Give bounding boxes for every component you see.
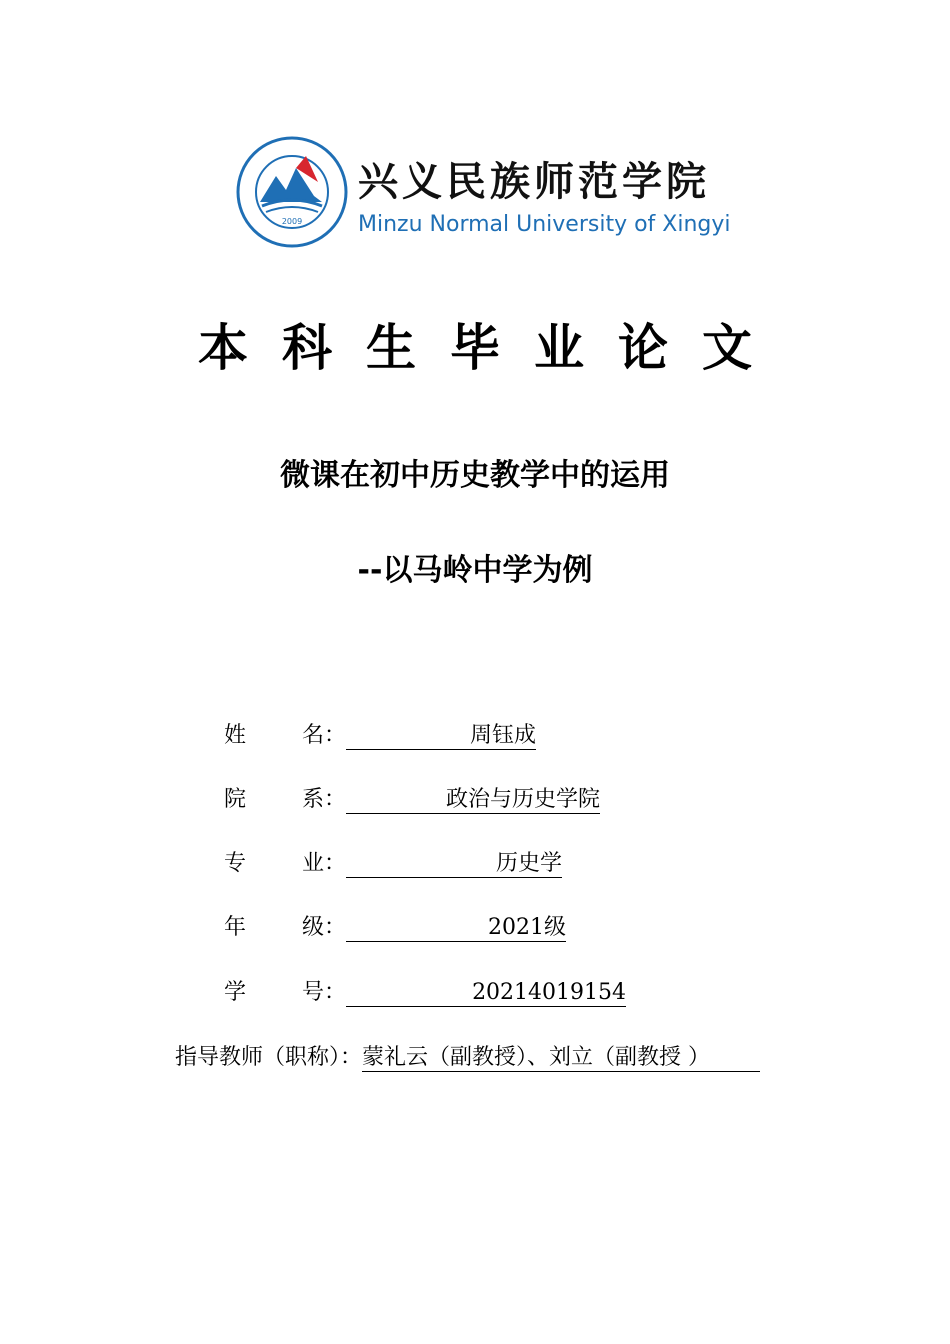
info-label-a: 姓 <box>224 723 247 748</box>
info-label-b: 业 <box>302 851 325 876</box>
student-id-value: 20214019154 <box>346 980 626 1007</box>
info-row-name: 姓 名 ： 周钰成 <box>224 718 536 750</box>
info-row-department: 院 系 ： 政治与历史学院 <box>224 782 600 814</box>
major-value: 历史学 <box>346 851 562 878</box>
info-label-b: 系 <box>302 787 325 812</box>
info-label-b: 号 <box>302 980 325 1005</box>
info-row-grade: 年 级 ： 2021级 <box>224 910 566 942</box>
thesis-subtitle: --以马岭中学为例 <box>357 553 593 588</box>
info-label-a: 专 <box>224 851 247 876</box>
university-name-en: Minzu Normal University of Xingyi <box>358 212 731 237</box>
advisor-row <box>175 1040 760 1072</box>
info-label-b: 名 <box>302 723 325 748</box>
info-label-a: 学 <box>224 980 247 1005</box>
info-label-b: 级 <box>302 915 325 940</box>
student-name-value: 周钰成 <box>346 723 536 750</box>
university-logo <box>236 136 766 251</box>
grade-value: 2021级 <box>346 915 566 942</box>
department-value: 政治与历史学院 <box>346 787 600 814</box>
university-name-cn: 兴义民族师范学院 <box>358 158 710 205</box>
info-row-student-id: 学 号 ： 20214019154 <box>224 975 626 1007</box>
advisor-value: 蒙礼云（副教授）、刘立（副教授 ） <box>362 1045 760 1072</box>
thesis-title: 微课在初中历史教学中的运用 <box>280 458 670 493</box>
svg-text:2009: 2009 <box>281 217 303 226</box>
info-row-major: 专 业 ： 历史学 <box>224 846 562 878</box>
advisor-label: 指导教师（职称）： <box>175 1045 363 1070</box>
university-seal-icon <box>236 136 348 248</box>
document-type-title: 本科生毕业论文 <box>198 319 786 377</box>
info-label-a: 院 <box>224 787 247 812</box>
info-label-a: 年 <box>224 915 247 940</box>
